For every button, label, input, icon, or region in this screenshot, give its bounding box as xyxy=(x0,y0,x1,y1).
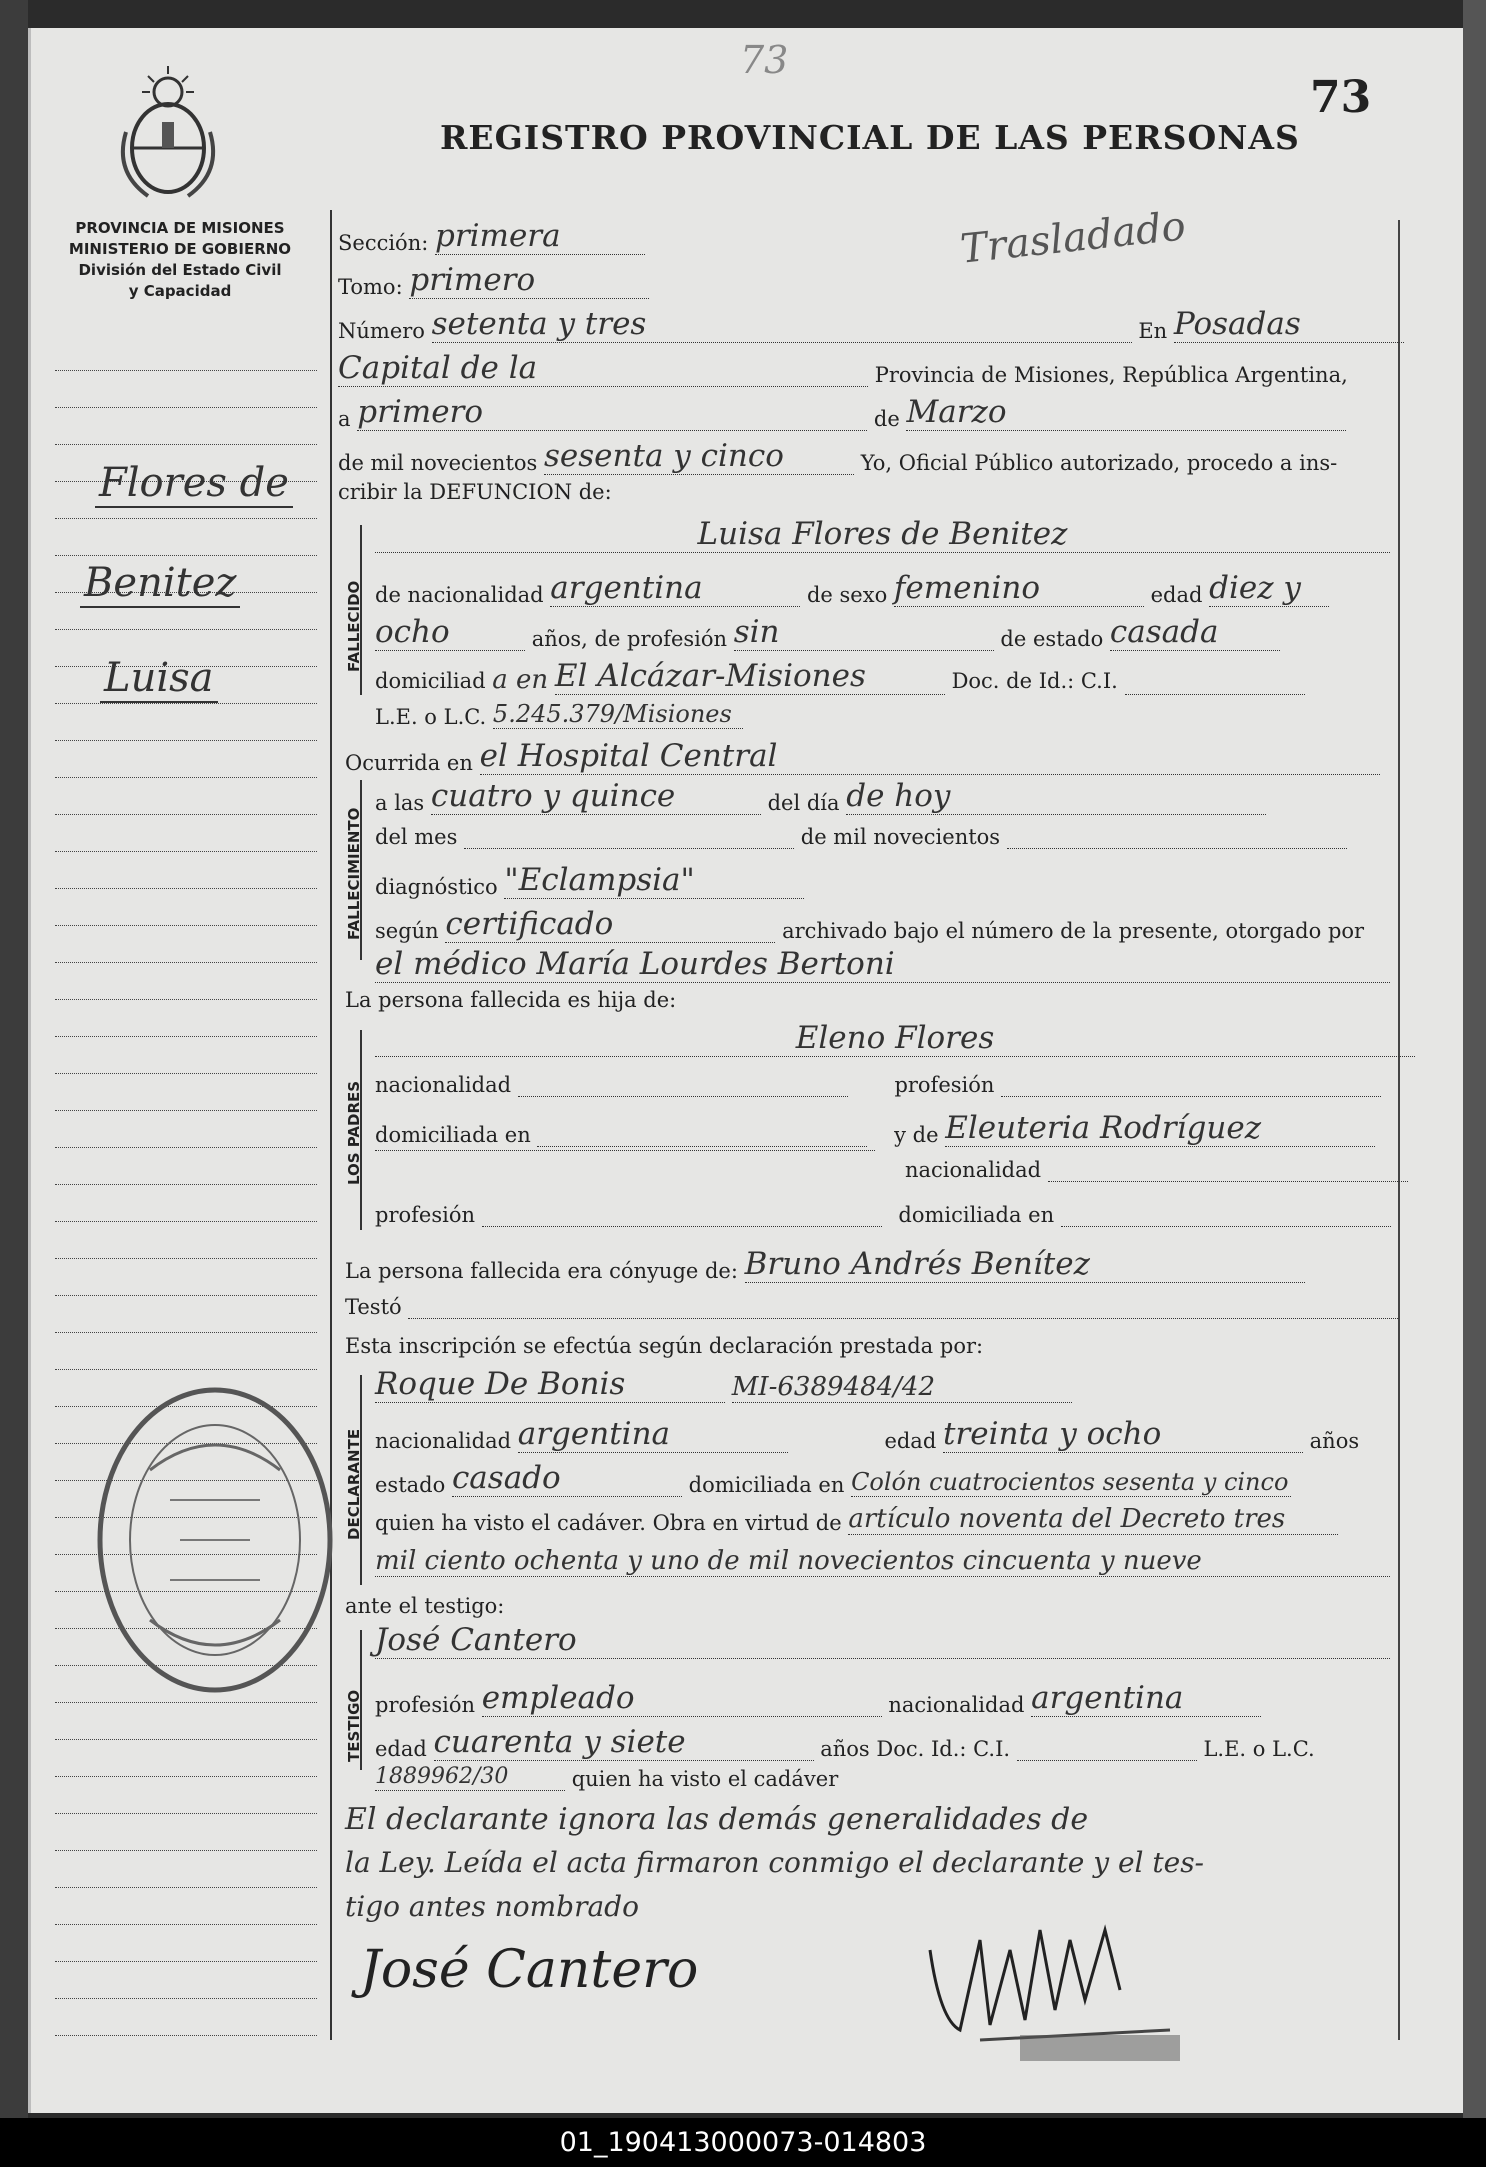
madre-prof-line xyxy=(482,1200,882,1227)
numero-label: Número xyxy=(338,319,425,343)
testigo-doc-value: 1889962/30 xyxy=(375,1764,565,1791)
padre-dom-line xyxy=(537,1120,867,1147)
fallecido-nac-value: argentina xyxy=(550,570,800,607)
row-mes xyxy=(375,822,1347,849)
row-padres-prof xyxy=(375,1200,1391,1227)
margin-rule xyxy=(55,1924,317,1925)
row-fallecido-le xyxy=(375,700,743,729)
row-tomo xyxy=(338,262,649,299)
margin-rule xyxy=(55,555,317,556)
hora-label: a las xyxy=(375,791,425,815)
margin-rule xyxy=(55,1295,317,1296)
row-testo xyxy=(345,1292,1398,1319)
testigo-nac-label: nacionalidad xyxy=(888,1693,1025,1717)
madre-prof-label: profesión xyxy=(375,1203,475,1227)
issuer-ministry: MINISTERIO DE GOBIERNO xyxy=(68,240,292,258)
madre-nac-label: nacionalidad xyxy=(905,1158,1042,1182)
row-padre-dom xyxy=(375,1110,1375,1147)
margin-rule xyxy=(55,1739,317,1740)
padres-section-label: LOS PADRES xyxy=(345,1080,363,1185)
ocurrida-value: el Hospital Central xyxy=(480,738,1380,775)
official-circular-stamp-icon xyxy=(90,1380,340,1700)
issuer-block xyxy=(40,218,320,302)
madre-dom-line xyxy=(1061,1200,1391,1227)
tomo-value: primero xyxy=(409,262,649,299)
margin-rule xyxy=(55,1332,317,1333)
fallecido-le-label: L.E. o L.C. xyxy=(375,705,487,729)
row-hora xyxy=(375,778,1266,815)
margin-rule xyxy=(55,518,317,519)
row-inscribir xyxy=(338,480,612,504)
dia-value: primero xyxy=(357,394,867,431)
row-testigo-prof xyxy=(375,1680,1261,1717)
fallecimiento-dia-value: de hoy xyxy=(846,778,1266,815)
margin-rule xyxy=(55,1221,317,1222)
trasladado-annotation: Trasladado xyxy=(958,203,1188,273)
fallecimiento-mil-label: de mil novecientos xyxy=(800,825,1001,849)
seccion-value: primera xyxy=(435,218,645,255)
conyuge-label: La persona fallecida era cónyuge de: xyxy=(345,1259,738,1283)
padre-dom-label: domiciliada en xyxy=(375,1123,531,1147)
fallecido-le-value: 5.245.379/Misiones xyxy=(493,700,743,729)
fallecimiento-mes-label: del mes xyxy=(375,825,458,849)
page-number: 73 xyxy=(1310,72,1372,123)
margin-rule xyxy=(55,888,317,889)
anio-value: sesenta y cinco xyxy=(544,438,854,475)
margin-rule xyxy=(55,1887,317,1888)
margin-rule xyxy=(55,1369,317,1370)
row-seccion xyxy=(338,218,645,255)
declarante-name: Roque De Bonis xyxy=(375,1366,725,1403)
testo-line xyxy=(408,1292,1398,1319)
padres-blank-line xyxy=(375,1150,875,1151)
fallecimiento-mes-line xyxy=(464,822,794,849)
dia-label: del día xyxy=(767,791,840,815)
margin-rule xyxy=(55,1258,317,1259)
margin-rule xyxy=(55,1850,317,1851)
declarante-nac-value: argentina xyxy=(518,1416,788,1453)
row-madre-nac xyxy=(905,1155,1408,1182)
madre-name: Eleuteria Rodríguez xyxy=(945,1110,1375,1147)
row-medico xyxy=(375,946,1390,983)
padre-nac-label: nacionalidad xyxy=(375,1073,512,1097)
margin-rule xyxy=(55,925,317,926)
fallecido-sexo-value: femenino xyxy=(894,570,1144,607)
row-anio xyxy=(338,438,1337,475)
official-signature xyxy=(920,1910,1220,2070)
margin-rule xyxy=(55,703,317,704)
row-fallecido-prof xyxy=(375,614,1280,651)
fallecido-estado-value: casada xyxy=(1110,614,1280,651)
margin-rule xyxy=(55,1110,317,1111)
margin-rule xyxy=(55,1147,317,1148)
row-fecha xyxy=(338,394,1346,431)
margin-rule xyxy=(55,962,317,963)
fallecido-edad-value-2: ocho xyxy=(375,614,525,651)
row-testigo-intro xyxy=(345,1594,504,1618)
declarante-edad-label: edad xyxy=(884,1429,937,1453)
mes-value: Marzo xyxy=(906,394,1346,431)
note-line-2: la Ley. Leída el acta firmaron conmigo el declarante y el tes- xyxy=(345,1846,1205,1879)
conyuge-value: Bruno Andrés Benítez xyxy=(745,1246,1305,1283)
fallecido-doc-label: Doc. de Id.: C.I. xyxy=(951,669,1118,693)
declarante-estado-value: casado xyxy=(452,1460,682,1497)
archivado-text: archivado bajo el número de la presente, otorgado por xyxy=(782,919,1365,943)
row-fallecido-dom xyxy=(375,658,1305,695)
declarante-nac-label: nacionalidad xyxy=(375,1429,512,1453)
declarante-dom-value: Colón cuatrocientos sesenta y cinco xyxy=(851,1468,1291,1497)
padre-prof-label: profesión xyxy=(894,1073,995,1097)
book-edge xyxy=(1463,0,1486,2118)
row-conyuge xyxy=(345,1246,1305,1283)
diag-value: "Eclampsia" xyxy=(504,862,804,899)
margin-rule xyxy=(55,1776,317,1777)
row-declarante-estado xyxy=(375,1460,1291,1497)
de-label: de xyxy=(873,407,900,431)
ocurrida-label: Ocurrida en xyxy=(345,751,473,775)
issuer-division: División del Estado Civil xyxy=(78,261,282,279)
padre-nac-line xyxy=(518,1070,848,1097)
image-caption: 01_190413000073-014803 xyxy=(0,2118,1486,2167)
row-padre-name xyxy=(375,1020,1415,1057)
medico-value: el médico María Lourdes Bertoni xyxy=(375,946,1390,983)
margin-rule xyxy=(55,1961,317,1962)
row-segun xyxy=(375,906,1364,943)
capital-value: Capital de la xyxy=(338,350,868,387)
issuer-province: PROVINCIA DE MISIONES xyxy=(75,219,285,237)
testo-label: Testó xyxy=(345,1295,402,1319)
declarante-doc: MI-6389484/42 xyxy=(732,1372,1072,1403)
segun-value: certificado xyxy=(445,906,775,943)
margin-rule xyxy=(55,407,317,408)
a-label: a xyxy=(338,407,351,431)
margin-rule xyxy=(55,814,317,815)
right-border xyxy=(1398,220,1400,2040)
y-de-label: y de xyxy=(894,1123,939,1147)
document-title: REGISTRO PROVINCIAL DE LAS PERSONAS xyxy=(440,118,1300,157)
margin-rule xyxy=(55,740,317,741)
note-line-3: tigo antes nombrado xyxy=(345,1890,639,1923)
row-fallecido-name xyxy=(375,516,1390,553)
margin-rule xyxy=(55,444,317,445)
declarante-dom-mid: en xyxy=(818,1473,845,1497)
declarante-edad-value: treinta y ocho xyxy=(943,1416,1303,1453)
fallecido-dom-label: domiciliad xyxy=(375,669,486,693)
margin-rule xyxy=(55,629,317,630)
testigo-le-label: L.E. o L.C. xyxy=(1203,1737,1315,1761)
margin-rule xyxy=(55,1998,317,1999)
row-declarante-virtud-2 xyxy=(375,1546,1390,1577)
fallecido-anios-label: años, de profesión xyxy=(531,627,728,651)
margin-rule xyxy=(55,370,317,371)
testigo-name: José Cantero xyxy=(375,1622,1390,1659)
pencil-page-number: 73 xyxy=(740,38,789,82)
tomo-label: Tomo: xyxy=(338,275,403,299)
margin-rule xyxy=(55,1702,317,1703)
testigo-prof-value: empleado xyxy=(482,1680,882,1717)
testigo-anios-label: años Doc. Id.: C.I. xyxy=(820,1737,1011,1761)
row-declarante-visto xyxy=(375,1504,1338,1535)
numero-value: setenta y tres xyxy=(432,306,1132,343)
row-fallecido-nac xyxy=(375,570,1329,607)
margin-given-name: Luisa xyxy=(100,655,218,703)
fallecido-dom-value: El Alcázar-Misiones xyxy=(555,658,945,695)
margin-surname-1: Flores de xyxy=(95,460,293,508)
inscribir-text: cribir la DEFUNCION de: xyxy=(338,480,612,504)
fallecido-section-label: FALLECIDO xyxy=(345,580,363,672)
row-inscripcion xyxy=(345,1334,983,1358)
book-spine xyxy=(0,0,28,2118)
testigo-visto-label: quien ha visto el cadáver xyxy=(571,1767,839,1791)
margin-rule xyxy=(55,999,317,1000)
coat-of-arms-icon xyxy=(108,62,228,202)
testigo-signature: José Cantero xyxy=(360,1940,699,2000)
row-numero xyxy=(338,306,1404,343)
row-declarante-name xyxy=(375,1366,1072,1403)
declarante-dom-label: domiciliada xyxy=(688,1473,812,1497)
declarante-section-label: DECLARANTE xyxy=(345,1428,363,1540)
row-testigo-edad xyxy=(375,1724,1315,1761)
testigo-ci-line xyxy=(1017,1734,1197,1761)
row-testigo-name xyxy=(375,1622,1390,1659)
provincia-text: Provincia de Misiones, República Argentina, xyxy=(874,363,1348,387)
padre-prof-line xyxy=(1001,1070,1381,1097)
margin-rule xyxy=(55,2035,317,2036)
column-divider xyxy=(330,210,332,2040)
row-capital xyxy=(338,350,1348,387)
row-declarante-nac xyxy=(375,1416,1359,1453)
issuer-capacity: y Capacidad xyxy=(128,282,232,300)
fallecido-estado-label: de estado xyxy=(1000,627,1104,651)
row-ocurrida xyxy=(345,738,1380,775)
testigo-prof-label: profesión xyxy=(375,1693,475,1717)
oficial-text: Yo, Oficial Público autorizado, procedo a ins- xyxy=(860,451,1338,475)
inscripcion-label: Esta inscripción se efectúa según declaración prestada por: xyxy=(345,1334,984,1358)
fallecido-sexo-label: de sexo xyxy=(806,583,888,607)
row-hija xyxy=(345,988,676,1012)
seccion-label: Sección: xyxy=(338,231,429,255)
testigo-edad-label: edad xyxy=(375,1737,427,1761)
note-line-1: El declarante ignora las demás generalidades de xyxy=(345,1802,1089,1837)
margin-surname-2: Benitez xyxy=(80,560,240,608)
margin-rule xyxy=(55,1813,317,1814)
en-value: Posadas xyxy=(1174,306,1404,343)
declarante-anios-label: años xyxy=(1309,1429,1360,1453)
declarante-estado-label: estado xyxy=(375,1473,446,1497)
diag-label: diagnóstico xyxy=(375,875,498,899)
segun-label: según xyxy=(375,919,439,943)
fallecido-prof-value: sin xyxy=(734,614,994,651)
declarante-virtud-value-2: mil ciento ochenta y uno de mil novecientos cincuenta y nueve xyxy=(375,1546,1390,1577)
testigo-intro: ante el testigo: xyxy=(345,1594,505,1618)
declarante-virtud-value: artículo noventa del Decreto tres xyxy=(848,1504,1338,1535)
margin-rule xyxy=(55,777,317,778)
fallecido-edad-label: edad xyxy=(1150,583,1203,607)
testigo-nac-value: argentina xyxy=(1031,1680,1261,1717)
margin-rule xyxy=(55,851,317,852)
fallecimiento-anio-line xyxy=(1007,822,1347,849)
madre-nac-line xyxy=(1048,1155,1408,1182)
madre-dom-label: domiciliada en xyxy=(898,1203,1055,1227)
testigo-edad-value: cuarenta y siete xyxy=(434,1724,814,1761)
en-label: En xyxy=(1138,319,1168,343)
row-padre-nac xyxy=(375,1070,1381,1097)
declarante-visto-label: quien ha visto el cadáver. Obra en virtud de xyxy=(375,1511,842,1535)
margin-rule xyxy=(55,1073,317,1074)
fallecido-edad-value-1: diez y xyxy=(1209,570,1329,607)
hora-value: cuatro y quince xyxy=(431,778,761,815)
fallecimiento-section-label: FALLECIMIENTO xyxy=(345,807,363,940)
fallecido-doc-line xyxy=(1125,668,1305,695)
mil-label: de mil novecientos xyxy=(338,451,538,475)
margin-rule xyxy=(55,1036,317,1037)
fallecido-nac-label: de nacionalidad xyxy=(375,583,544,607)
row-diagnostico xyxy=(375,862,804,899)
fallecido-dom-mid: a en xyxy=(492,665,549,695)
margin-rule xyxy=(55,1184,317,1185)
hija-label: La persona fallecida es hija de: xyxy=(345,988,677,1012)
row-testigo-doc xyxy=(375,1764,838,1791)
padre-name: Eleno Flores xyxy=(375,1020,1415,1057)
testigo-section-label: TESTIGO xyxy=(345,1689,363,1762)
fallecido-name: Luisa Flores de Benitez xyxy=(375,516,1390,553)
